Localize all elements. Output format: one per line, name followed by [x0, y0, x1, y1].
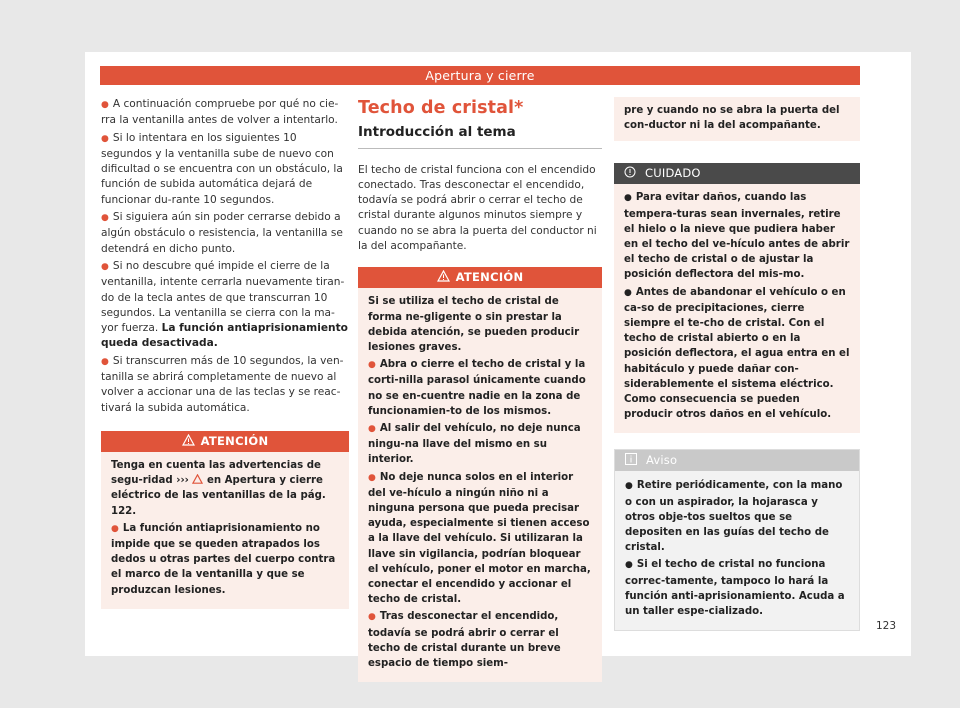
column-right [614, 97, 860, 631]
warning-bullet [368, 357, 593, 419]
note-title: Aviso [646, 453, 678, 468]
note-box [614, 449, 860, 631]
caution-text: Para evitar daños, cuando las tempera-turas sean invernales, retire el hielo o la nieve que pudiera haber en el techo del ve-hículo antes de abrir el techo de cristal o de ajustar la posición deflectora del mis-mo. [624, 192, 850, 281]
note-header [615, 450, 859, 471]
warning-text: Al salir del vehículo, no deje nunca ningu-na llave del mismo en su interior. [368, 423, 581, 466]
warning-body [358, 288, 602, 682]
list-item-text: A continuación compruebe por qué no cie-rra la ventanilla antes de volver a intentarlo. [101, 98, 339, 127]
caution-header [614, 163, 860, 184]
bullet-icon: ● [101, 213, 109, 224]
list-item-emphasis: La función antiaprisionamiento queda desactivada. [101, 322, 348, 350]
bullet-icon: ● [625, 481, 633, 492]
warning-triangle-icon [437, 270, 450, 282]
warning-bullet [111, 521, 340, 598]
section-title: Techo de cristal* [358, 98, 524, 118]
warning-bullet [368, 609, 593, 671]
warning-title: ATENCIÓN [200, 433, 269, 448]
intro-paragraph: El techo de cristal funciona con el encendido conectado. Tras desconectar el encendido, todavía se podrá abrir o cerrar el techo de cristal durante algunos minutos siempre y cuando no se abra la puerta del conductor ni la del acompañante. [358, 163, 597, 253]
bullet-icon: ● [101, 261, 109, 272]
info-icon [625, 453, 637, 465]
cross-reference-link[interactable]: en Apertura y cierre eléctrico de las ventanillas de la pág. 122. [111, 475, 326, 517]
bullet-icon: ● [368, 612, 376, 623]
section-header-bar: Apertura y cierre [100, 66, 860, 85]
warning-text: Abra o cierre el techo de cristal y la corti-nilla parasol únicamente cuando no se en-cuentre nadie en la zona de funcionamien-to de los mismos. [368, 359, 586, 417]
note-bullet [625, 557, 850, 619]
list-item [101, 131, 349, 208]
section-subtitle: Introducción al tema [358, 125, 602, 148]
list-item-text: Si siguiera aún sin poder cerrarse debido a algún obstáculo o resistencia, la ventanilla se detendrá en dicho punto. [101, 211, 343, 255]
bullet-icon: ● [368, 472, 376, 483]
note-text: Si el techo de cristal no funciona correc-tamente, tampoco lo hará la función anti-aprisionamiento. Acuda a un taller espe-cializado. [625, 559, 845, 618]
warning-triangle-icon [192, 474, 203, 484]
column-left [101, 97, 349, 609]
warning-bullet [368, 421, 593, 468]
warning-text: pre y cuando no se abra la puerta del con-ductor ni la del acompañante. [624, 105, 840, 132]
warning-bullet [368, 470, 593, 608]
warning-text: No deje nunca solos en el interior del ve-hículo a ningún niño ni a ninguna persona que pueda precisar ayuda, especialmente si tienen acceso a la llave del vehículo. Si utilizaran la llave sin vigilancia, podrían bloquear el vehículo, poner el motor en marcha, conectar el encendido y accionar el techo de cristal. [368, 471, 591, 606]
bullet-icon: ● [624, 193, 632, 204]
caution-title: CUIDADO [645, 166, 701, 181]
bullet-icon: ● [368, 360, 376, 371]
warning-header [101, 431, 349, 452]
note-body [615, 471, 859, 630]
bullet-icon: ● [625, 560, 633, 571]
list-item-text: Si no descubre qué impide el cierre de la ventanilla, intente cerrarla nuevamente tiran-do de la tecla antes de que transcurran 10 segundos. La ventanilla se cierra con la ma-yor fuerza. [101, 259, 345, 335]
warning-text: Tras desconectar el encendido, todavía se podrá abrir o cerrar el techo de cristal durante un breve espacio de tiempo siem- [368, 611, 561, 670]
warning-text: Tenga en cuenta las advertencias de segu-ridad ››› [111, 459, 321, 487]
exclamation-circle-icon [624, 166, 636, 178]
bullet-icon: ● [101, 133, 109, 144]
bullet-icon: ● [368, 424, 376, 434]
warning-triangle-icon [182, 434, 195, 446]
warning-body [101, 452, 349, 609]
warning-title: ATENCIÓN [455, 270, 524, 285]
warning-paragraph: Si se utiliza el techo de cristal de forma ne-gligente o sin prestar la debida atención, se pueden producir lesiones graves. [368, 296, 580, 353]
warning-text: La función antiaprisionamiento no impide que se queden atrapados los dedos u otras partes del cuerpo contra el marco de la ventanilla y que se produzcan lesiones. [111, 522, 336, 596]
list-item [101, 210, 349, 257]
warning-paragraph [111, 458, 340, 519]
note-text: Retire periódicamente, con la mano o con un aspirador, la hojarasca y otros obje-tos sueltos que se depositen en las guías del techo de cristal. [625, 480, 843, 554]
note-bullet [625, 478, 850, 555]
caution-body [614, 184, 860, 433]
bullet-icon: ● [101, 356, 109, 367]
bullet-icon: ● [624, 287, 632, 298]
list-item [101, 259, 349, 352]
warning-box [358, 267, 602, 682]
list-item [101, 354, 349, 416]
list-item-text: Si lo intentara en los siguientes 10 segundos y la ventanilla sube de nuevo con dificultad o se encuentra con un obstáculo, la función de subida automática dejará de funcionar du-rante 10 segundos. [101, 131, 343, 206]
caution-text: Antes de abandonar el vehículo o en ca-so de precipitaciones, cierre siempre el te-cho de cristal. Con el techo de cristal abierto o en la posición deflectora, el agua entra en el habitáculo y puede dañar con-siderablemente el sistema eléctrico. Como consecuencia se pueden producir otros daños en el vehículo. [624, 286, 850, 421]
warning-box [101, 431, 349, 609]
bullet-icon: ● [101, 100, 109, 110]
warning-header [358, 267, 602, 288]
warning-continuation [614, 97, 860, 141]
page-number: 123 [876, 620, 897, 632]
caution-bullet [624, 285, 851, 423]
list-item-text: Si transcurren más de 10 segundos, la ven-tanilla se abrirá completamente de nuevo al volver a accionar una de las teclas y se reac-tivará la subida automática. [101, 354, 344, 414]
column-middle [358, 97, 602, 682]
list-item [101, 97, 349, 129]
caution-bullet [624, 190, 851, 282]
caution-box [614, 163, 860, 433]
bullet-icon: ● [111, 523, 119, 534]
